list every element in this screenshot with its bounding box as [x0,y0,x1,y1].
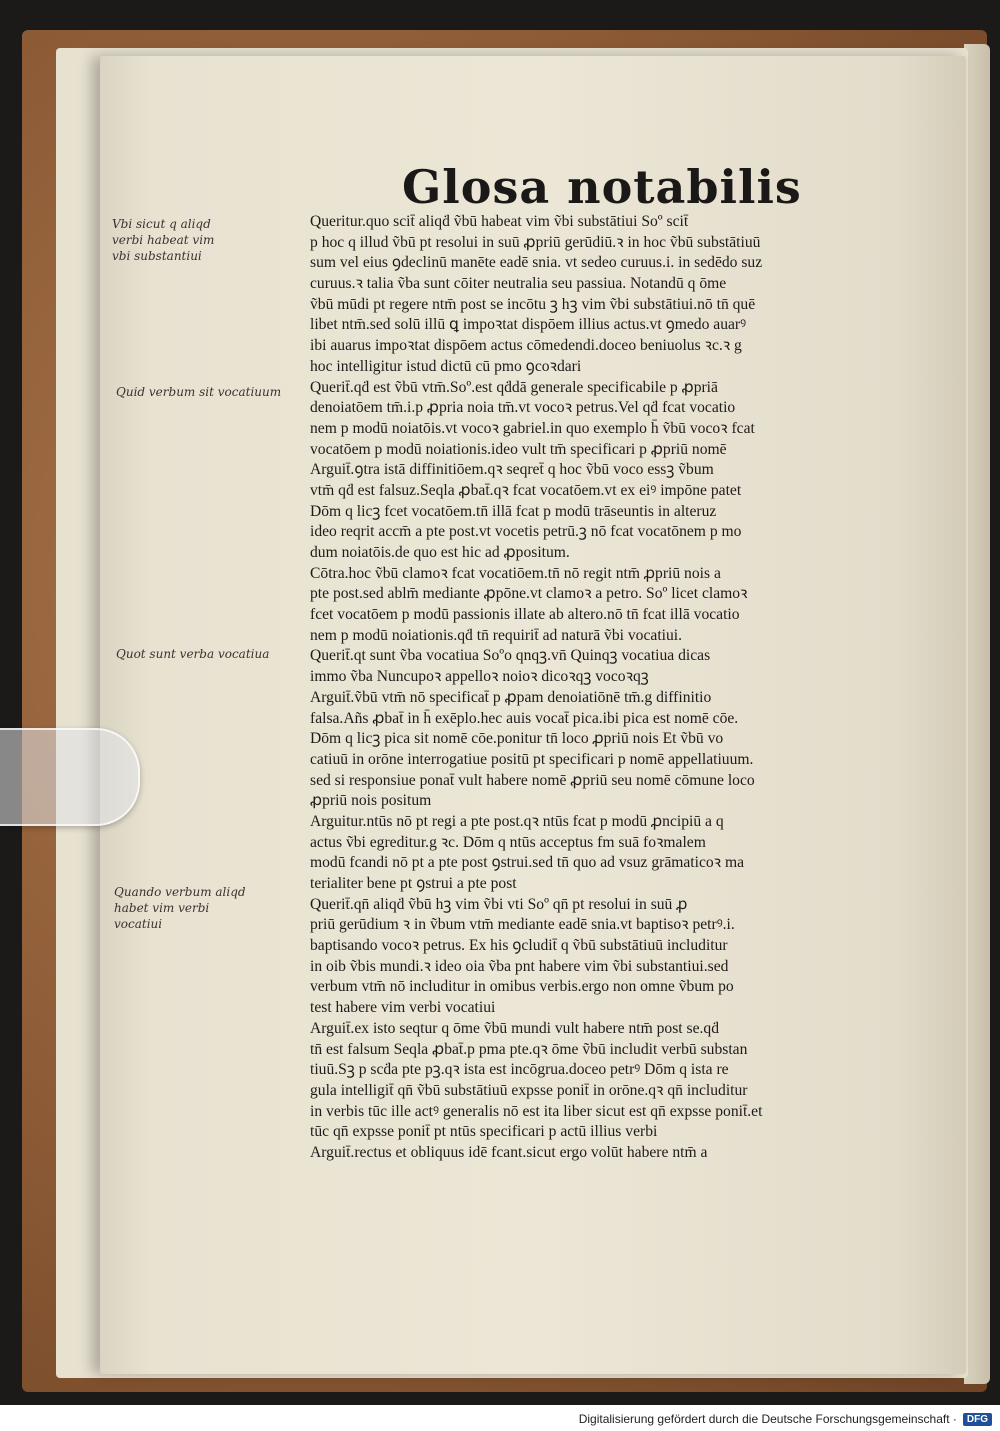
text-line: catiuū in orōne interrogatiue positū pt specificari p nomē appellatiuum. [310,750,754,768]
margin-note-line: Quid verbum sit vocatiuum [116,385,282,399]
text-line: hoc intelligitur istud dictū cū pmo ꝯcoꝛdari [310,357,582,375]
text-line: tūc qn̄ expsse ponit̄ pt ntūs specificari p actū illius verbi [310,1123,658,1141]
text-line: gula intelligit̄ qn̄ ṽbū substātiuū expsse ponit̄ in orōne.qꝛ qn̄ includitur [310,1081,748,1099]
text-line: ibi auarus impoꝛtat dispōem actus cōmedendi.doceo beniuolus ꝛc.ꝛ g [310,337,742,355]
margin-note-2 [116,384,281,400]
margin-note-4 [114,884,246,932]
margin-note-3 [116,646,269,662]
text-line: ꝓpriū nois positum [310,792,432,810]
text-line: Dōm q licꝫ pica sit nomē cōe.ponitur tn̄ loco ꝓpriū nois Et ṽbū vo [310,730,724,748]
text-line: Querit̄.qḋ est ṽbū vtm̄.Soº.est qḋdā generale specificabile p ꝓpriā [310,378,718,396]
text-line: vtm̄ qḋ est falsuz.Seqla ꝓbat̄.qꝛ fcat vocatōem.vt ex eiꝰ impōne patet [310,481,742,499]
text-line: tiuū.Sꝫ p scḋa pte pꝫ.qꝛ ista est incōgrua.doceo petrꝰ Dōm q ista re [310,1061,729,1079]
text-line: tn̄ est falsum Seqla ꝓbat̄.p pma pte.qꝛ ōme ṽbū includit verbū substan [310,1040,748,1058]
dfg-logo: DFG [963,1413,992,1426]
text-line: nem p modū noiatōis.vt vocoꝛ gabriel.in quo exemplo h̄ ṽbū vocoꝛ fcat [310,419,755,437]
margin-note-line: Vbi sicut q aliqd [112,217,211,231]
margin-note-line: vocatiui [114,917,163,931]
margin-note-line: verbi habeat vim [112,233,215,247]
text-line: sum vel eius ꝯdeclinū manēte eadē snia. vt sedeo curuus.i. in sedēdo suz [310,254,763,272]
text-line: priū gerūdium ꝛ in ṽbum vtm̄ mediante eadē snia.vt baptisoꝛ petrꝰ.i. [310,916,735,934]
page-title: Glosa notabilis [402,160,802,214]
text-line: p hoc q illud ṽbū pt resolui in suū ꝓpriū gerūdiū.ꝛ in hoc ṽbū substātiuū [310,233,761,251]
text-line: falsa.Añs ꝓbat̄ in h̄ exēplo.hec auis vocat̄ pica.ibi pica est nomē cōe. [310,709,739,727]
text-line: nem p modū noiationis.qḋ tn̄ requirit̄ ad naturā ṽbi vocatiui. [310,626,683,644]
text-line: pte post.sed ablm̄ mediante ꝓpōne.vt clamoꝛ a petro. Soº licet clamoꝛ [310,585,748,603]
text-line: baptisando vocoꝛ petrus. Ex his ꝯcludit̄ q ṽbū substātiuū includitur [310,937,728,955]
footer [579,1412,992,1426]
text-line: test habere vim verbi vocatiui [310,999,496,1017]
margin-note-line: vbi substantiui [112,249,202,263]
text-line: libet ntm̄.sed solū illū ꝗ impoꝛtat dispōem illius actus.vt ꝯmedo auarꝰ [310,316,747,334]
text-line: in oib ṽbis mundi.ꝛ ideo oia ṽba pnt habere vim ṽbi substantiui.sed [310,957,729,975]
text-line: Arguitur.ntūs nō pt regi a pte post.qꝛ ntūs fcat p modū ꝓncipiū a q [310,812,724,830]
text-line: Querit̄.qn̄ aliqḋ ṽbū hꝫ vim ṽbi vti Soº qn̄ pt resolui in suū ꝓ [310,895,688,913]
text-line: Arguit̄.ṽbū vtm̄ nō specificat̄ p ꝓpam denoiatiōnē tm̄.g diffinitio [310,688,712,706]
text-line: in verbis tūc ille actꝰ generalis nō est ita liber sicut est qn̄ expsse ponit̄.et [310,1102,763,1120]
text-line: terialiter bene pt ꝯstrui a pte post [310,875,517,892]
text-line: modū fcandi nō pt a pte post ꝯstrui.sed tn̄ quo ad vsuz grāmaticoꝛ ma [310,854,745,872]
text-line: sed si responsiue ponat̄ vult habere nomē ꝓpriū seu nomē cōmune loco [310,771,755,789]
margin-note-line: Quando verbum aliqd [114,885,246,899]
text-line: ṽbū mūdi pt regere ntm̄ post se incōtu ꝫ hꝫ vim ṽbi substātiui.nō tn̄ quē [310,295,756,313]
text-line: Arguit̄.ex isto seqtur q ōme ṽbū mundi vult habere ntm̄ post se.qḋ [310,1019,720,1037]
footer-text: Digitalisierung gefördert durch die Deutsche Forschungsgemeinschaft · [578,1412,957,1426]
text-line: immo ṽba Nuncupoꝛ appelloꝛ noioꝛ dicoꝛqꝫ vocoꝛqꝫ [310,668,649,686]
text-line: curuus.ꝛ talia ṽba sunt cōiter neutralia seu passiua. Notandū q ōme [310,275,727,293]
text-line: verbum vtm̄ nō includitur in omibus verbis.ergo non omne ṽbum po [310,978,734,996]
margin-note-1 [112,216,214,264]
page-clip [0,728,140,826]
text-line: dum noiatōis.de quo est hic ad ꝓpositum. [310,544,570,561]
text-line: fcet vocatōem p modū passionis illate ab altero.nō tn̄ fcat illā vocatio [310,606,740,624]
text-line: Arguit̄.rectus et obliquus idē fcant.sicut ergo volūt habere ntm̄ a [310,1143,708,1161]
text-line: ideo reqrit accm̄ a pte post.vt vocetis petrū.ꝫ nō fcat vocatōnem p mo [310,523,742,541]
text-line: Querit̄.qt sunt ṽba vocatiua Soºo qnqꝫ.vn̄ Quinqꝫ vocatiua dicas [310,647,711,665]
body-text [310,212,880,1164]
margin-note-line: Quot sunt verba vocatiua [116,647,270,661]
text-line: actus ṽbi egreditur.g ꝛc. Dōm q ntūs acceptus fm suā foꝛmalem [310,833,706,851]
text-line: Dōm q licꝫ fcet vocatōem.tn̄ illā fcat p modū trāseuntis in alteruz [310,502,717,520]
text-line: vocatōem p modū noiationis.ideo vult tm̄ specificari p ꝓpriū nomē [310,440,727,458]
text-line: Queritur.quo scit̄ aliqḋ ṽbū habeat vim ṽbi substātiui Soº scit̄ [310,213,689,230]
margin-note-line: habet vim verbi [114,901,210,915]
text-line: Arguit̄.ꝯtra istā diffinitiōem.qꝛ seqret̄ q hoc ṽbū voco essꝫ ṽbum [310,461,714,479]
text-line: denoiatōem tm̄.i.p ꝓpria noia tm̄.vt vocoꝛ petrus.Vel qḋ fcat vocatio [310,399,736,417]
text-line: Cōtra.hoc ṽbū clamoꝛ fcat vocatiōem.tn̄ nō regit ntm̄ ꝓpriū nois a [310,564,721,582]
